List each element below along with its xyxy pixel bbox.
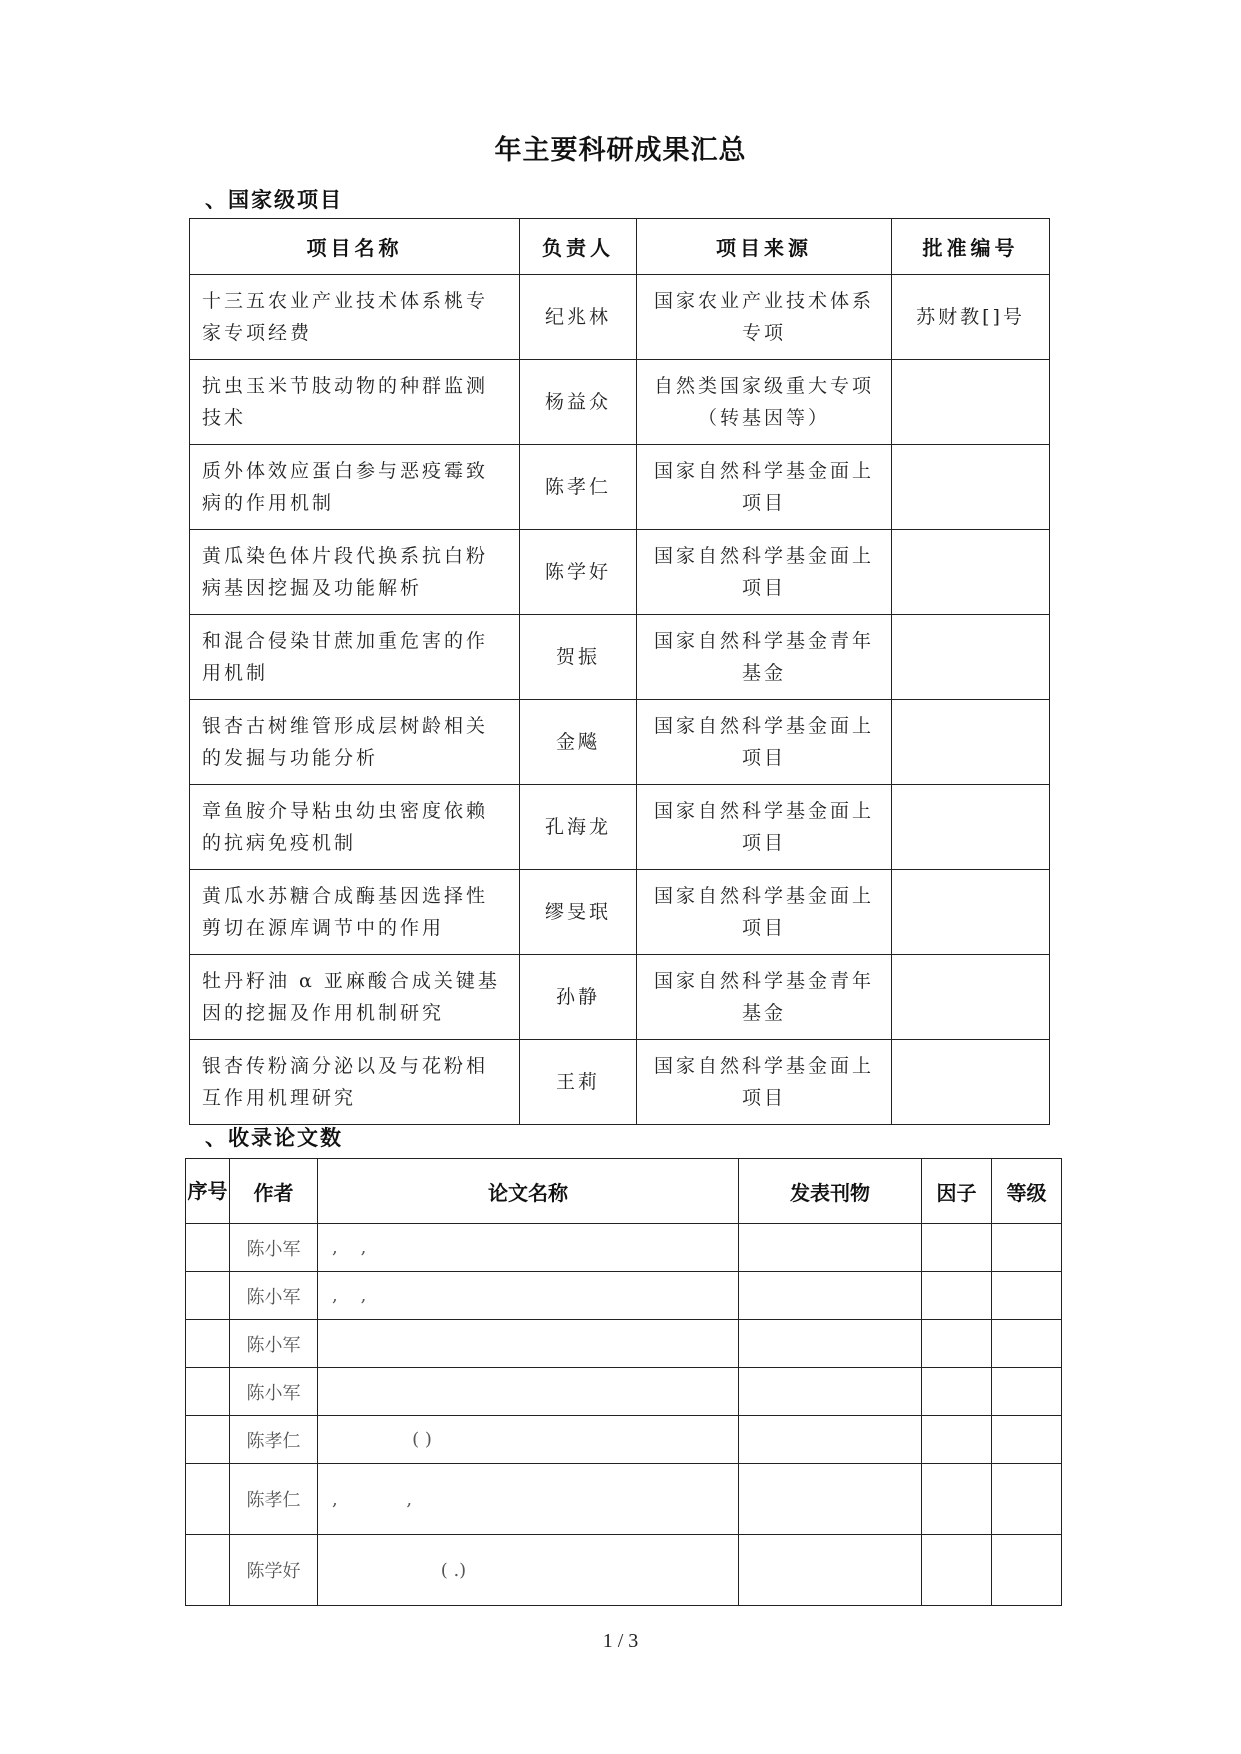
paper-grade: [992, 1416, 1062, 1464]
project-name: 黄瓜染色体片段代换系抗白粉病基因挖掘及功能解析: [190, 530, 520, 615]
header-impact-factor: 因子: [922, 1159, 992, 1224]
paper-title: , ,: [318, 1464, 739, 1535]
paper-author: 陈孝仁: [230, 1464, 318, 1535]
table-row: [190, 870, 1050, 955]
paper-grade: [992, 1535, 1062, 1606]
project-leader: 杨益众: [520, 360, 637, 445]
table-row: [186, 1464, 1062, 1535]
project-approval: [892, 955, 1050, 1040]
paper-journal: [739, 1464, 922, 1535]
table-row: [190, 700, 1050, 785]
paper-factor: [922, 1272, 992, 1320]
header-approval-number: 批准编号: [892, 219, 1050, 275]
project-leader: 缪旻珉: [520, 870, 637, 955]
paper-grade: [992, 1464, 1062, 1535]
header-seq: 序号: [186, 1159, 230, 1224]
project-approval: 苏财教[]号: [892, 275, 1050, 360]
paper-seq: [186, 1272, 230, 1320]
project-leader: 贺振: [520, 615, 637, 700]
papers-table: [185, 1158, 1062, 1606]
national-projects-table: [189, 218, 1050, 1125]
header-author: 作者: [230, 1159, 318, 1224]
table-row: [186, 1416, 1062, 1464]
paper-title: ( .): [318, 1535, 739, 1606]
section-heading-national-projects: 、国家级项目: [205, 188, 343, 212]
paper-factor: [922, 1224, 992, 1272]
project-leader: 孔海龙: [520, 785, 637, 870]
paper-seq: [186, 1535, 230, 1606]
paper-author: 陈小军: [230, 1368, 318, 1416]
paper-grade: [992, 1224, 1062, 1272]
project-source: 国家农业产业技术体系专项: [637, 275, 892, 360]
paper-author: 陈小军: [230, 1224, 318, 1272]
table-row: [190, 785, 1050, 870]
paper-grade: [992, 1368, 1062, 1416]
paper-seq: [186, 1416, 230, 1464]
paper-factor: [922, 1535, 992, 1606]
table-row: [190, 360, 1050, 445]
paper-seq: [186, 1368, 230, 1416]
section-heading-papers: 、收录论文数: [205, 1126, 343, 1150]
paper-journal: [739, 1535, 922, 1606]
header-project-name: 项目名称: [190, 219, 520, 275]
project-source: 国家自然科学基金面上项目: [637, 530, 892, 615]
paper-journal: [739, 1368, 922, 1416]
paper-factor: [922, 1368, 992, 1416]
project-source: 国家自然科学基金面上项目: [637, 700, 892, 785]
project-approval: [892, 870, 1050, 955]
paper-journal: [739, 1320, 922, 1368]
page-number: 1 / 3: [602, 1630, 639, 1652]
paper-author: 陈学好: [230, 1535, 318, 1606]
paper-seq: [186, 1464, 230, 1535]
project-approval: [892, 530, 1050, 615]
table-row: [190, 615, 1050, 700]
paper-journal: [739, 1224, 922, 1272]
paper-grade: [992, 1320, 1062, 1368]
project-approval: [892, 785, 1050, 870]
paper-title: [318, 1368, 739, 1416]
paper-grade: [992, 1272, 1062, 1320]
header-journal: 发表刊物: [739, 1159, 922, 1224]
project-approval: [892, 445, 1050, 530]
paper-author: 陈孝仁: [230, 1416, 318, 1464]
project-leader: 孙静: [520, 955, 637, 1040]
paper-title: , ,: [318, 1272, 739, 1320]
project-name: 抗虫玉米节肢动物的种群监测技术: [190, 360, 520, 445]
paper-factor: [922, 1320, 992, 1368]
header-grade: 等级: [992, 1159, 1062, 1224]
table-row: [190, 1040, 1050, 1125]
header-source: 项目来源: [637, 219, 892, 275]
project-name: 黄瓜水苏糖合成酶基因选择性剪切在源库调节中的作用: [190, 870, 520, 955]
paper-factor: [922, 1416, 992, 1464]
header-leader: 负责人: [520, 219, 637, 275]
project-name: 十三五农业产业技术体系桃专家专项经费: [190, 275, 520, 360]
table-row: [190, 955, 1050, 1040]
table-header-row: [186, 1159, 1062, 1224]
paper-journal: [739, 1416, 922, 1464]
paper-title: ( ): [318, 1416, 739, 1464]
project-name: 质外体效应蛋白参与恶疫霉致病的作用机制: [190, 445, 520, 530]
table-row: [186, 1535, 1062, 1606]
project-leader: 陈学好: [520, 530, 637, 615]
paper-seq: [186, 1320, 230, 1368]
project-leader: 金飚: [520, 700, 637, 785]
project-source: 国家自然科学基金面上项目: [637, 1040, 892, 1125]
paper-factor: [922, 1464, 992, 1535]
project-approval: [892, 615, 1050, 700]
paper-title: , ,: [318, 1224, 739, 1272]
paper-title: [318, 1320, 739, 1368]
table-row: [186, 1224, 1062, 1272]
paper-author: 陈小军: [230, 1272, 318, 1320]
table-row: [190, 445, 1050, 530]
project-leader: 纪兆林: [520, 275, 637, 360]
table-row: [186, 1272, 1062, 1320]
paper-seq: [186, 1224, 230, 1272]
project-source: 自然类国家级重大专项（转基因等）: [637, 360, 892, 445]
project-source: 国家自然科学基金青年基金: [637, 615, 892, 700]
project-source: 国家自然科学基金面上项目: [637, 785, 892, 870]
table-row: [186, 1368, 1062, 1416]
table-row: [190, 530, 1050, 615]
project-name: 银杏古树维管形成层树龄相关的发掘与功能分析: [190, 700, 520, 785]
paper-author: 陈小军: [230, 1320, 318, 1368]
project-source: 国家自然科学基金面上项目: [637, 445, 892, 530]
project-name: 章鱼胺介导粘虫幼虫密度依赖的抗病免疫机制: [190, 785, 520, 870]
project-source: 国家自然科学基金面上项目: [637, 870, 892, 955]
project-source: 国家自然科学基金青年基金: [637, 955, 892, 1040]
project-approval: [892, 1040, 1050, 1125]
project-leader: 陈孝仁: [520, 445, 637, 530]
project-approval: [892, 700, 1050, 785]
header-paper-title: 论文名称: [318, 1159, 739, 1224]
project-name: 牡丹籽油 α 亚麻酸合成关键基因的挖掘及作用机制研究: [190, 955, 520, 1040]
document-title: 年主要科研成果汇总: [494, 135, 747, 166]
paper-journal: [739, 1272, 922, 1320]
project-name: 银杏传粉滴分泌以及与花粉相互作用机理研究: [190, 1040, 520, 1125]
project-approval: [892, 360, 1050, 445]
project-name: 和混合侵染甘蔗加重危害的作用机制: [190, 615, 520, 700]
table-row: [190, 275, 1050, 360]
project-leader: 王莉: [520, 1040, 637, 1125]
table-row: [186, 1320, 1062, 1368]
table-header-row: [190, 219, 1050, 275]
